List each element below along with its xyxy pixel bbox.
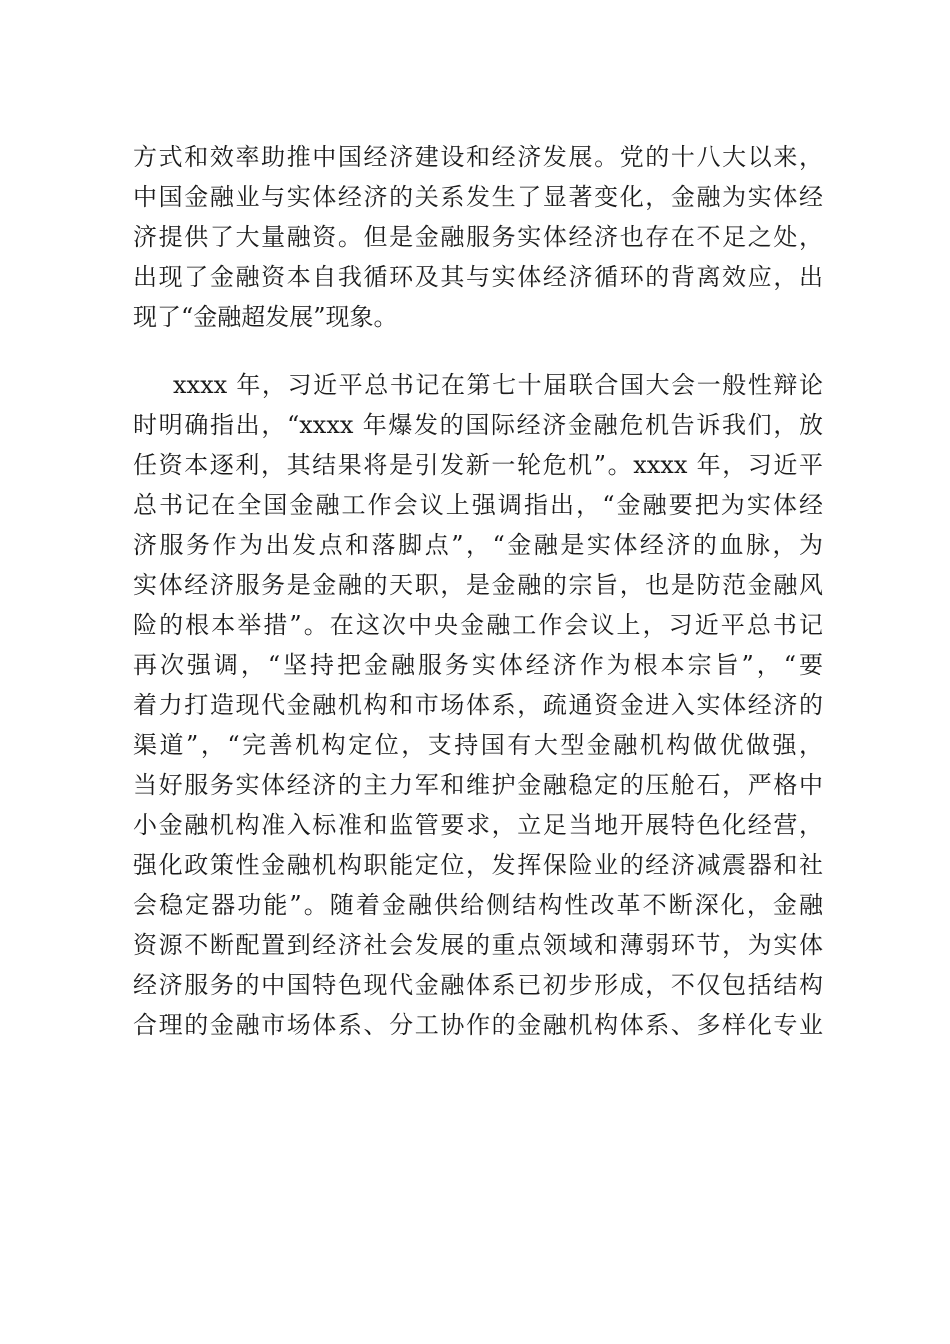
paragraph-2-line-4: 总书记在全国金融工作会议上强调指出，“金融要把为实体经 (133, 491, 823, 519)
paragraph-2-line-10: 渠道”，“完善机构定位，支持国有大型金融机构做优做强， (133, 731, 823, 759)
paragraph-2-line-6: 实体经济服务是金融的天职，是金融的宗旨，也是防范金融风 (133, 571, 823, 599)
paragraph-1-line-2: 中国金融业与实体经济的关系发生了显著变化，金融为实体经 (133, 183, 823, 211)
paragraph-2-line-1: xxxx 年，习近平总书记在第七十届联合国大会一般性辩论 (173, 371, 823, 399)
paragraph-2-line-16: 经济服务的中国特色现代金融体系已初步形成，不仅包括结构 (133, 971, 823, 999)
paragraph-2-line-14: 会稳定器功能”。随着金融供给侧结构性改革不断深化，金融 (133, 891, 823, 919)
paragraph-1-line-4: 出现了金融资本自我循环及其与实体经济循环的背离效应，出 (133, 263, 823, 291)
paragraph-2-line-12: 小金融机构准入标准和监管要求，立足当地开展特色化经营， (133, 811, 823, 839)
paragraph-2-line-13: 强化政策性金融机构职能定位，发挥保险业的经济减震器和社 (133, 851, 823, 879)
paragraph-2-line-11: 当好服务实体经济的主力军和维护金融稳定的压舱石，严格中 (133, 771, 823, 799)
paragraph-2-line-7: 险的根本举措”。在这次中央金融工作会议上，习近平总书记 (133, 611, 823, 639)
paragraph-2-line-8: 再次强调，“坚持把金融服务实体经济作为根本宗旨”，“要 (133, 651, 823, 679)
paragraph-2-line-2: 时明确指出，“xxxx 年爆发的国际经济金融危机告诉我们，放 (133, 411, 823, 439)
paragraph-2-line-9: 着力打造现代金融机构和市场体系，疏通资金进入实体经济的 (133, 691, 823, 719)
paragraph-1-line-5: 现了“金融超发展”现象。 (133, 303, 398, 331)
paragraph-1-line-3: 济提供了大量融资。但是金融服务实体经济也存在不足之处， (133, 223, 823, 251)
paragraph-2-line-3: 任资本逐利，其结果将是引发新一轮危机”。xxxx 年，习近平 (133, 451, 823, 479)
paragraph-2-line-5: 济服务作为出发点和落脚点”，“金融是实体经济的血脉，为 (133, 531, 823, 559)
paragraph-2-line-17: 合理的金融市场体系、分工协作的金融机构体系、多样化专业 (133, 1011, 823, 1039)
paragraph-1-line-1: 方式和效率助推中国经济建设和经济发展。党的十八大以来， (133, 143, 823, 171)
paragraph-2-line-15: 资源不断配置到经济社会发展的重点领域和薄弱环节，为实体 (133, 931, 823, 959)
